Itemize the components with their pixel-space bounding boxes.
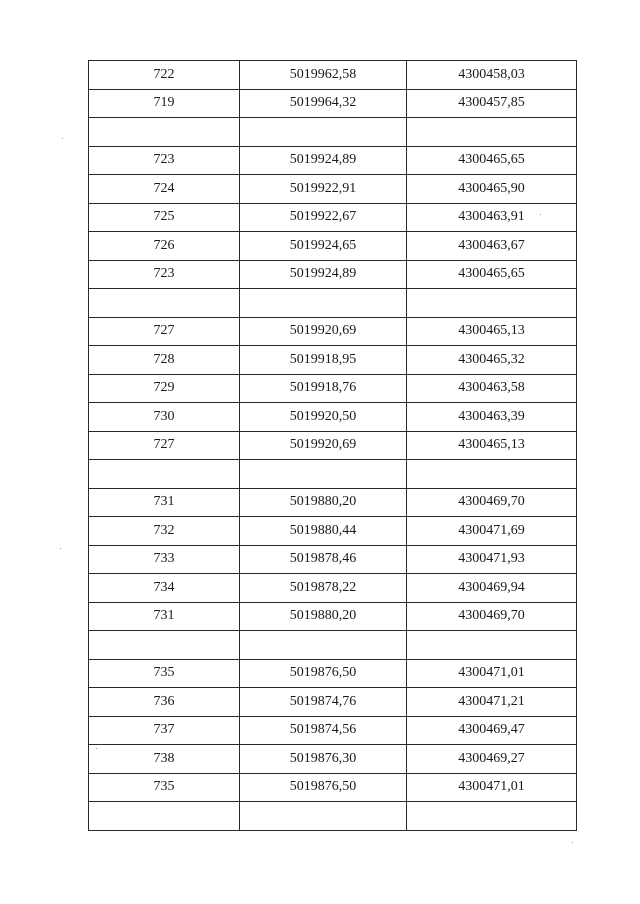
scan-speck [60,548,61,549]
point-number-cell: 725 [89,203,240,232]
table-row [89,802,577,831]
y-coordinate-cell: 4300469,47 [407,716,577,745]
x-coordinate-cell: 5019874,56 [240,716,407,745]
table-row [89,602,577,631]
y-coordinate-cell: 4300463,67 [407,232,577,261]
y-coordinate-cell: 4300465,90 [407,175,577,204]
table-row [89,431,577,460]
point-number-cell: 734 [89,574,240,603]
table-row [89,773,577,802]
y-coordinate-cell [407,631,577,660]
point-number-cell: 727 [89,317,240,346]
x-coordinate-cell [240,118,407,147]
point-number-cell: 726 [89,232,240,261]
table-row [89,517,577,546]
y-coordinate-cell: 4300463,39 [407,403,577,432]
table-row [89,545,577,574]
x-coordinate-cell: 5019920,50 [240,403,407,432]
table-row [89,659,577,688]
point-number-cell: 735 [89,659,240,688]
table-row [89,716,577,745]
x-coordinate-cell: 5019964,32 [240,89,407,118]
scan-speck [96,748,97,749]
y-coordinate-cell: 4300471,01 [407,659,577,688]
scan-speck [62,138,63,139]
y-coordinate-cell [407,460,577,489]
table-row [89,317,577,346]
point-number-cell [89,802,240,831]
table-row [89,631,577,660]
point-number-cell: 723 [89,146,240,175]
table-row [89,203,577,232]
table-row [89,289,577,318]
point-number-cell [89,631,240,660]
point-number-cell [89,118,240,147]
y-coordinate-cell: 4300471,93 [407,545,577,574]
point-number-cell: 729 [89,374,240,403]
x-coordinate-cell: 5019878,22 [240,574,407,603]
x-coordinate-cell: 5019876,30 [240,745,407,774]
point-number-cell: 730 [89,403,240,432]
table-row [89,346,577,375]
x-coordinate-cell: 5019918,76 [240,374,407,403]
x-coordinate-cell [240,289,407,318]
y-coordinate-cell: 4300465,65 [407,260,577,289]
y-coordinate-cell: 4300469,27 [407,745,577,774]
point-number-cell [89,460,240,489]
table-row [89,403,577,432]
x-coordinate-cell: 5019876,50 [240,773,407,802]
x-coordinate-cell: 5019962,58 [240,61,407,90]
table-row [89,118,577,147]
coordinates-table-body [89,61,577,831]
x-coordinate-cell: 5019924,89 [240,260,407,289]
point-number-cell: 737 [89,716,240,745]
table-row [89,61,577,90]
x-coordinate-cell [240,460,407,489]
x-coordinate-cell: 5019874,76 [240,688,407,717]
table-row [89,146,577,175]
y-coordinate-cell: 4300463,58 [407,374,577,403]
x-coordinate-cell: 5019920,69 [240,317,407,346]
point-number-cell: 731 [89,602,240,631]
y-coordinate-cell: 4300465,65 [407,146,577,175]
y-coordinate-cell: 4300465,13 [407,317,577,346]
point-number-cell: 731 [89,488,240,517]
x-coordinate-cell [240,631,407,660]
x-coordinate-cell: 5019920,69 [240,431,407,460]
table-row [89,688,577,717]
x-coordinate-cell: 5019878,46 [240,545,407,574]
y-coordinate-cell: 4300465,32 [407,346,577,375]
x-coordinate-cell: 5019880,20 [240,488,407,517]
point-number-cell: 723 [89,260,240,289]
x-coordinate-cell: 5019880,44 [240,517,407,546]
table-row [89,374,577,403]
x-coordinate-cell [240,802,407,831]
point-number-cell: 735 [89,773,240,802]
y-coordinate-cell [407,118,577,147]
point-number-cell [89,289,240,318]
table-row [89,745,577,774]
x-coordinate-cell: 5019876,50 [240,659,407,688]
y-coordinate-cell: 4300458,03 [407,61,577,90]
y-coordinate-cell: 4300465,13 [407,431,577,460]
x-coordinate-cell: 5019922,67 [240,203,407,232]
y-coordinate-cell: 4300471,21 [407,688,577,717]
x-coordinate-cell: 5019924,89 [240,146,407,175]
y-coordinate-cell: 4300463,91 [407,203,577,232]
y-coordinate-cell: 4300469,70 [407,602,577,631]
point-number-cell: 728 [89,346,240,375]
y-coordinate-cell: 4300457,85 [407,89,577,118]
x-coordinate-cell: 5019880,20 [240,602,407,631]
table-row [89,260,577,289]
table-row [89,574,577,603]
table-row [89,460,577,489]
y-coordinate-cell: 4300469,70 [407,488,577,517]
table-row [89,232,577,261]
x-coordinate-cell: 5019922,91 [240,175,407,204]
y-coordinate-cell: 4300471,69 [407,517,577,546]
point-number-cell: 719 [89,89,240,118]
table-row [89,89,577,118]
y-coordinate-cell: 4300469,94 [407,574,577,603]
y-coordinate-cell [407,289,577,318]
point-number-cell: 727 [89,431,240,460]
point-number-cell: 736 [89,688,240,717]
table-row [89,175,577,204]
point-number-cell: 738 [89,745,240,774]
table-row [89,488,577,517]
y-coordinate-cell [407,802,577,831]
point-number-cell: 722 [89,61,240,90]
point-number-cell: 733 [89,545,240,574]
scan-speck [572,842,573,843]
coordinates-table [88,60,577,831]
y-coordinate-cell: 4300471,01 [407,773,577,802]
x-coordinate-cell: 5019918,95 [240,346,407,375]
point-number-cell: 724 [89,175,240,204]
point-number-cell: 732 [89,517,240,546]
x-coordinate-cell: 5019924,65 [240,232,407,261]
scan-speck [540,214,541,215]
